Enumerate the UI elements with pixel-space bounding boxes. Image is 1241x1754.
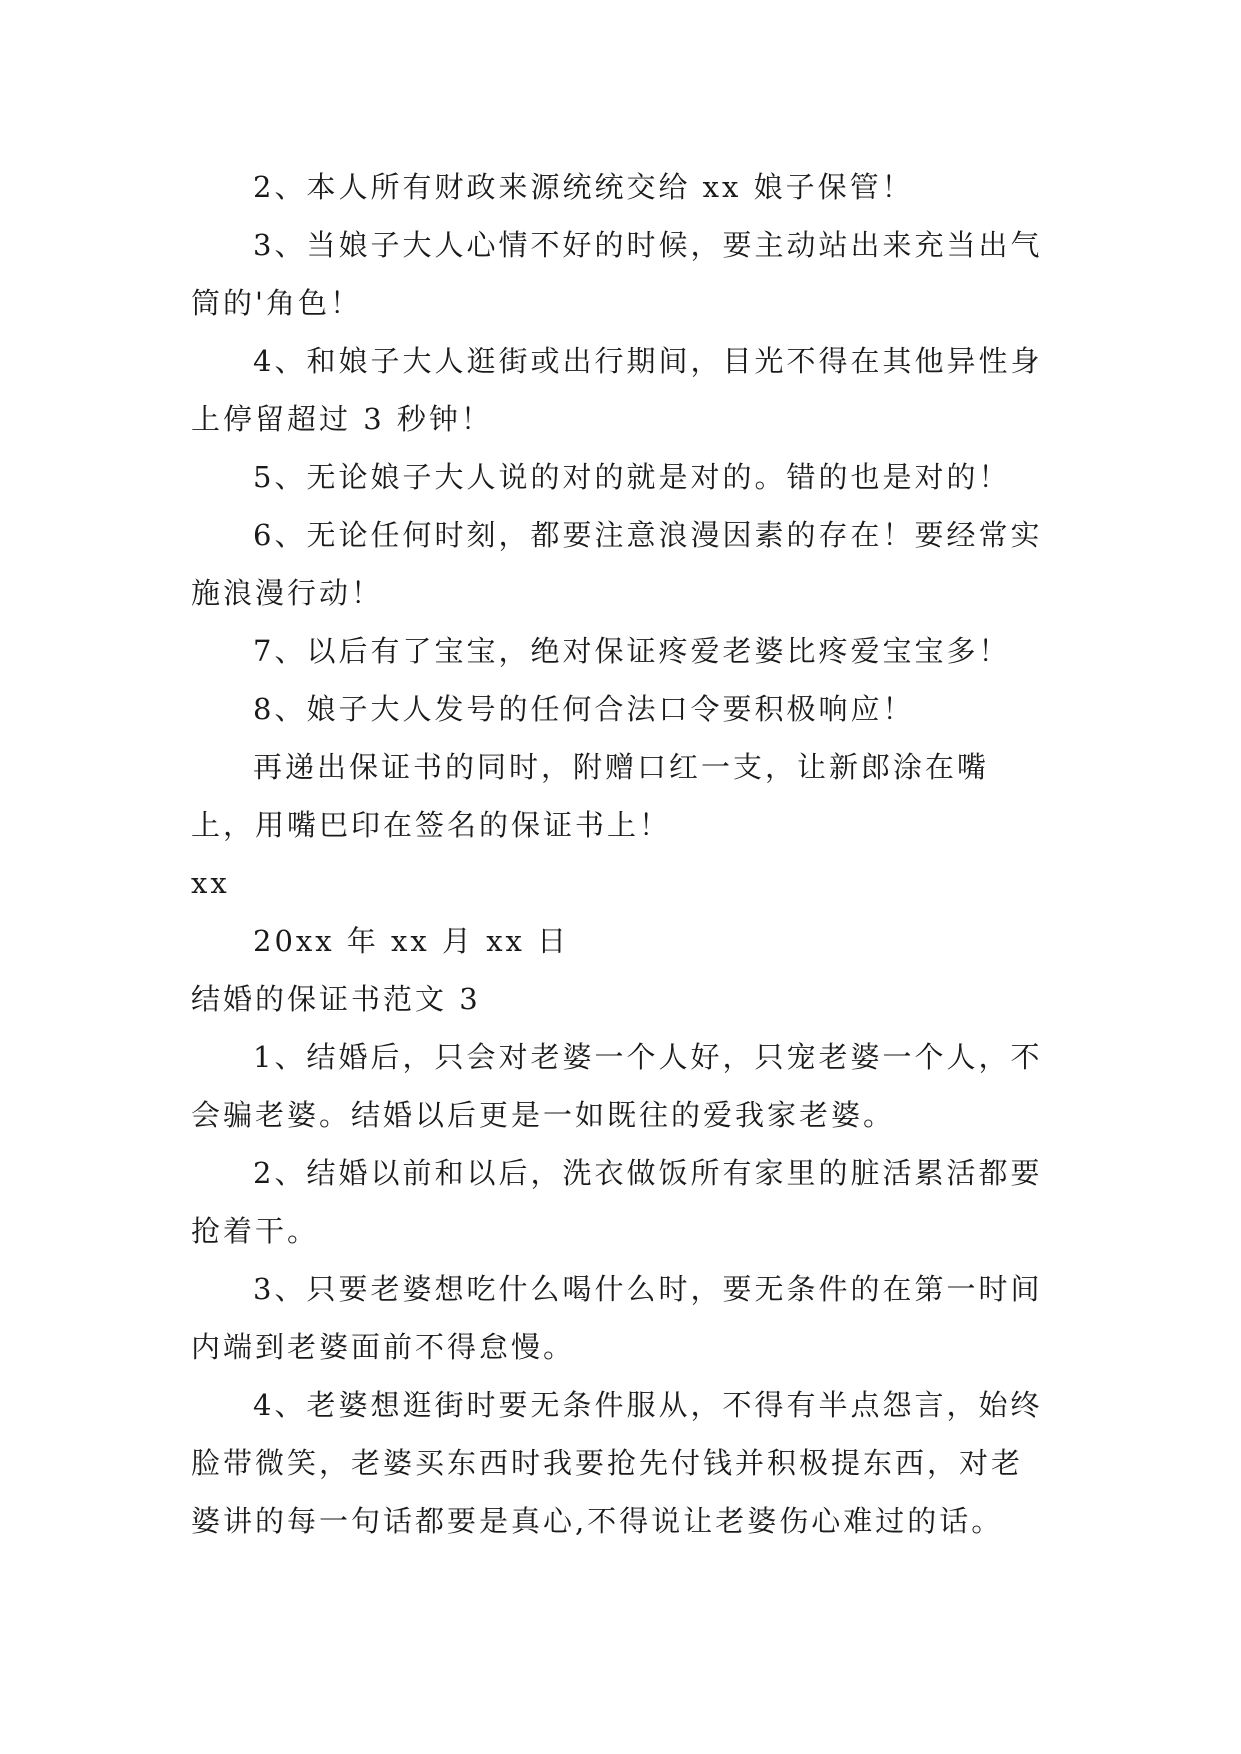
document-body [191,158,1051,1550]
clause-4: 4、和娘子大人逛街或出行期间，目光不得在其他异性身上停留超过 3 秒钟！ [191,344,1043,436]
clause-3: 3、当娘子大人心情不好的时候，要主动站出来充当出气筒的'角色！ [191,228,1043,320]
clause-7: 7、以后有了宝宝，绝对保证疼爱老婆比疼爱宝宝多！ [253,634,1011,668]
closing-note: 再递出保证书的同时，附赠口红一支，让新郎涂在嘴上，用嘴巴印在签名的保证书上！ [191,750,990,842]
clause-1-section-3: 1、结婚后，只会对老婆一个人好，只宠老婆一个人，不会骗老婆。结婚以后更是一如既往的爱我家老婆。 [191,1040,1043,1132]
section-heading: 结婚的保证书范文 3 [191,982,481,1016]
clause-3-section-3: 3、只要老婆想吃什么喝什么时，要无条件的在第一时间内端到老婆面前不得怠慢。 [191,1272,1043,1364]
clause-6: 6、无论任何时刻，都要注意浪漫因素的存在！要经常实施浪漫行动！ [191,518,1043,610]
clause-4-section-3: 4、老婆想逛街时要无条件服从，不得有半点怨言，始终脸带微笑，老婆买东西时我要抢先付钱并积极提东西，对老婆讲的每一句话都要是真心,不得说让老婆伤心难过的话。 [191,1388,1043,1538]
clause-2-section-3: 2、结婚以前和以后，洗衣做饭所有家里的脏活累活都要抢着干。 [191,1156,1043,1248]
clause-2: 2、本人所有财政来源统统交给 xx 娘子保管！ [253,170,914,204]
signature-name: xx [191,866,230,900]
signature-date: 20xx 年 xx 月 xx 日 [253,924,570,958]
clause-8: 8、娘子大人发号的任何合法口令要积极响应！ [253,692,915,726]
clause-5: 5、无论娘子大人说的对的就是对的。错的也是对的！ [253,460,1011,494]
